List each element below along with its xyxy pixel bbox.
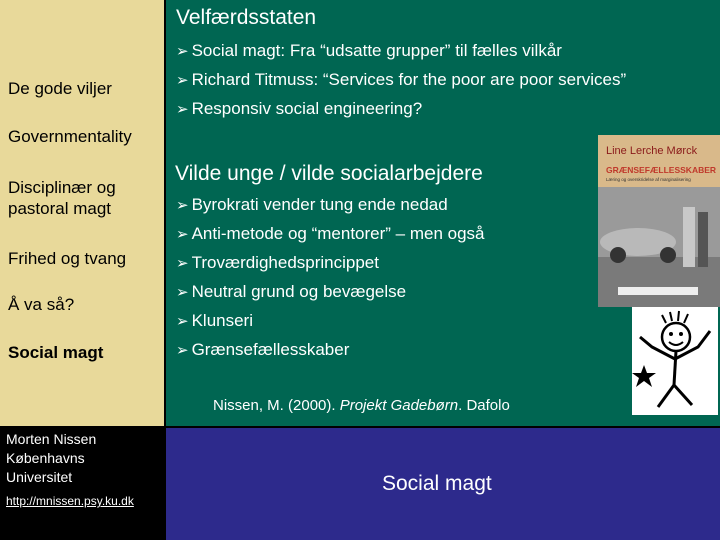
author-url-link[interactable]: http://mnissen.psy.ku.dk — [6, 494, 134, 508]
book-cover-image — [598, 135, 720, 307]
book-photo — [598, 187, 720, 307]
bullet-item: ➢ Responsiv social engineering? — [176, 94, 626, 123]
slide-title: Velfærdsstaten — [176, 6, 317, 29]
divider-horizontal — [0, 426, 720, 428]
bullet-item: ➢ Neutral grund og bevægelse — [176, 277, 485, 306]
sidebar-item-disciplinaer[interactable]: Disciplinær og pastoral magt — [8, 178, 116, 218]
book-author: Line Lerche Mørck — [606, 145, 698, 157]
sidebar-item-aa-va-saa[interactable]: Å va så? — [8, 295, 75, 314]
bullet-item: ➢ Grænsefællesskaber — [176, 335, 485, 364]
author-affiliation: Københavns — [6, 450, 85, 466]
citation-pre: Nissen, M. (2000). — [213, 397, 340, 414]
author-info — [6, 430, 96, 487]
bullet-item: ➢ Richard Titmuss: “Services for the poor are poor services” — [176, 65, 626, 94]
subheading: Vilde unge / vilde socialarbejdere — [175, 162, 483, 185]
author-affiliation: Universitet — [6, 469, 73, 485]
bullet-item: ➢ Troværdighedsprincippet — [176, 248, 485, 277]
book-title: GRÆNSEFÆLLESSKABER — [606, 165, 717, 175]
bullet-item: ➢ Social magt: Fra “udsatte grupper” til fælles vilkår — [176, 36, 626, 65]
sidebar-item-social-magt[interactable]: Social magt — [8, 343, 104, 362]
citation-title: Projekt Gadebørn — [339, 397, 459, 414]
bullet-item: ➢ Klunseri — [176, 306, 485, 335]
bullet-item: ➢ Byrokrati vender tung ende nedad — [176, 190, 485, 219]
bullet-item: ➢ Anti-metode og “mentorer” – men også — [176, 219, 485, 248]
author-name: Morten Nissen — [6, 431, 97, 447]
bullet-list-bottom — [176, 190, 485, 364]
footer-title: Social magt — [382, 472, 492, 495]
citation-post: . Dafolo — [458, 397, 510, 414]
sidebar-item-governmentality[interactable]: Governmentality — [8, 127, 132, 146]
book-subtitle: Læring og overskridelse af marginalisering — [606, 177, 691, 182]
sidebar-item-de-gode-viljer[interactable]: De gode viljer — [8, 79, 112, 98]
divider-vertical — [164, 0, 166, 426]
stick-figure-image — [632, 307, 718, 415]
citation — [213, 397, 510, 414]
bullet-list-top — [176, 36, 626, 123]
sidebar-item-frihed[interactable]: Frihed og tvang — [8, 249, 127, 268]
